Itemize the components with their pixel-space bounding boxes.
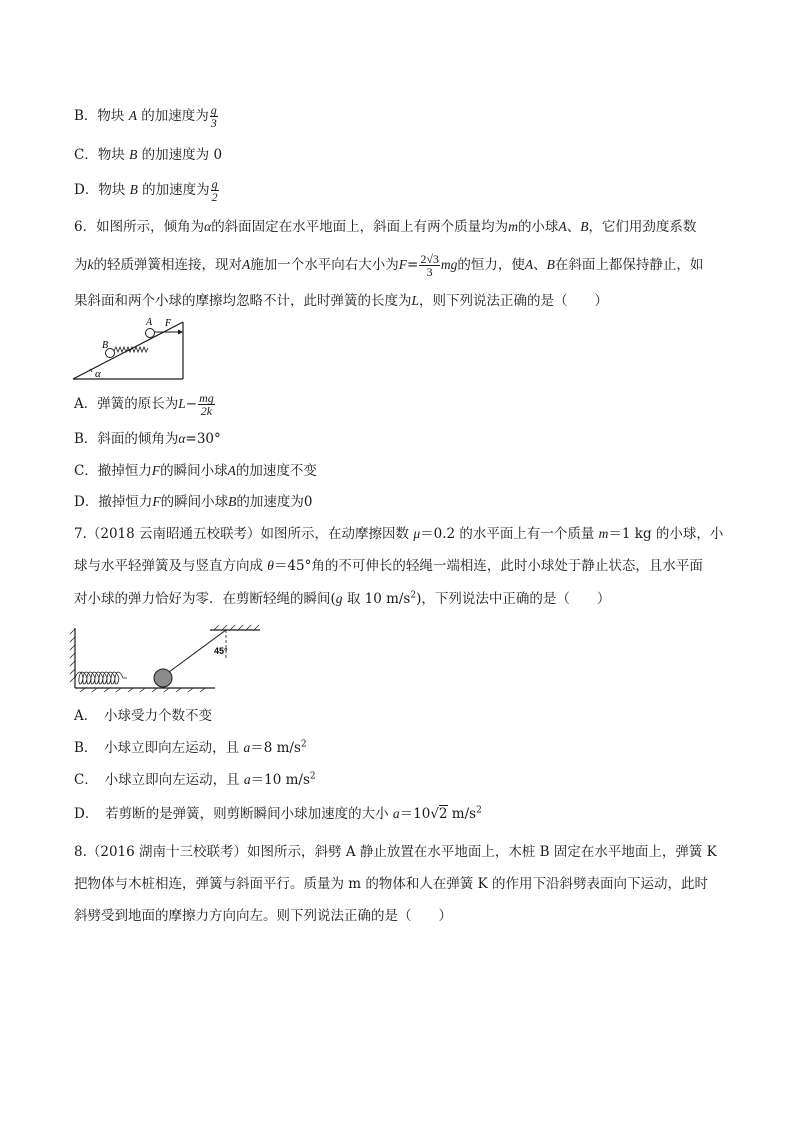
q6-spring (114, 347, 148, 352)
q7-spring-rope-figure (70, 620, 265, 692)
q5-c-pre: C．物块 (74, 147, 130, 163)
q7-b-rest: ＝8 m/s (250, 740, 301, 756)
q6-d-rest: 的加速度为0 (236, 494, 313, 510)
q8-stem-line3: 斜劈受到地面的摩擦力方向向左。则下列说法正确的是（ ） (74, 908, 452, 924)
q6-arrow-head (178, 330, 183, 335)
q6-c-v1: F (151, 463, 161, 478)
q7-stem-line3 (74, 589, 610, 609)
q6-l1-v2: m (508, 219, 518, 234)
q7-b-pre: B． 小球立即向左运动，且 (74, 740, 244, 756)
q6-l2-v5: mg (440, 257, 458, 272)
q7-d-sup: 2 (476, 805, 482, 816)
q6-a-num: mg (199, 391, 214, 405)
q7-l1-t1: 7.（2018 云南昭通五校联考）如图所示，在动摩擦因数 (74, 526, 414, 542)
q6-l2-t7: 在斜面上都保持静止，如 (554, 257, 704, 273)
q6-l2-t6: 、 (533, 257, 547, 273)
q5-c-rest: 的加速度为 0 (137, 147, 223, 163)
q5-b-num: g (210, 103, 217, 117)
q7-l3-t2: 取 10 m/s (342, 591, 411, 607)
q7-c-var: a (243, 772, 251, 787)
q8-stem-line1: 8.（2016 湖南十三校联考）如图所示，斜劈 A 静止放置在水平地面上，木桩 B 固定在水平地面上，弹簧 K (74, 844, 717, 860)
q6-l1-t2: 的斜面固定在水平地面上，斜面上有两个质量均为 (211, 219, 509, 235)
q5-d-pre: D．物块 (74, 182, 130, 198)
q6-option-b (74, 429, 221, 449)
q5-b-mid: 的加速度为 (136, 108, 209, 124)
q7-c-pre: C． 小球立即向左运动，且 (74, 772, 244, 788)
q6-option-c (74, 461, 317, 481)
q5-c-var: B (129, 147, 138, 162)
q6-c-pre: C．撤掉恒力 (74, 463, 152, 479)
q7-d-unit: m/s (447, 806, 477, 822)
q6-stem-line3 (74, 291, 608, 311)
q7-l1-t2: ＝0.2 的水平面上有一个质量 (420, 526, 599, 542)
q5-d-den: 2 (211, 190, 218, 204)
q7-b-sup: 2 (300, 739, 307, 750)
q7-l1-v1: μ (413, 526, 421, 541)
q6-d-v2: B (228, 494, 237, 509)
q6-force-fraction (419, 253, 440, 278)
q7-option-c (74, 770, 316, 790)
q8-stem-line2: 把物体与木桩相连，弹簧与斜面平行。质量为 m 的物体和人在弹簧 K 的作用下沿斜劈表面向下运动，此时 (74, 876, 709, 892)
q6-l3-t1: 果斜面和两个小球的摩擦均忽略不计，此时弹簧的长度为 (74, 293, 412, 309)
q6-stem-line1 (74, 217, 696, 237)
q6-l3-v1: L (411, 293, 420, 308)
q6-b-var: α (178, 431, 186, 446)
q7-b-var: a (243, 740, 251, 755)
q7-stem-line2 (74, 556, 703, 576)
q6-a-fraction (198, 392, 215, 417)
q6-a-minus: − (185, 396, 198, 412)
q6-b-rest: =30° (185, 431, 221, 447)
q7-l3-t1: 对小球的弹力恰好为零．在剪断轻绳的瞬间( (74, 591, 336, 607)
q6-d-mid: 的瞬间小球 (160, 494, 229, 510)
q7-l1-v2: m (598, 526, 609, 541)
q7-d-pre: D． 若剪断的是弹簧，则剪断瞬间小球加速度的大小 (74, 806, 393, 822)
q7-stem-line1 (74, 524, 723, 544)
q6-c-rest: 的加速度不变 (235, 463, 317, 479)
q7-c-sup: 2 (309, 771, 316, 782)
q6-a-var: L (178, 396, 186, 411)
q7-l3-v1: g (335, 591, 343, 606)
q6-l2-t1: 为 (74, 257, 88, 273)
q7-l2-t1: 球与水平轻弹簧及与竖直方向成 (74, 558, 268, 574)
q7-wall-hatching (70, 629, 75, 682)
q7-d-sqrt: √2 (430, 806, 448, 822)
q7-option-d (74, 804, 482, 824)
q6-force-den: 3 (426, 265, 433, 279)
q7-l3-sup: 2 (410, 590, 417, 601)
q6-l2-v6: A (524, 257, 534, 272)
q6-l1-v3: A (558, 219, 567, 234)
q6-l2-v7: B (546, 257, 555, 272)
q5-b-den: 3 (210, 116, 217, 130)
q6-incline-figure (70, 312, 190, 384)
q5-d-mid: 的加速度为 (137, 182, 210, 198)
q6-l2-v1: k (87, 257, 94, 272)
q6-label-b: B (102, 340, 109, 351)
q6-l1-t4: 、 (566, 219, 581, 235)
q5-b-pre: B．物块 (74, 108, 129, 124)
q6-l2-t3: 施加一个水平向右大小为 (250, 257, 399, 273)
q6-a-pre: A．弹簧的原长为 (74, 396, 179, 412)
q6-d-pre: D．撤掉恒力 (74, 494, 153, 510)
q6-b-pre: B．斜面的倾角为 (74, 431, 179, 447)
q6-label-f: F (165, 318, 172, 329)
q6-l2-v2: A (242, 257, 251, 272)
q6-d-v1: F (152, 494, 161, 509)
q7-ceiling-hatching (214, 625, 259, 630)
q6-l3-t2: ，则下列说法正确的是（ ） (419, 293, 609, 309)
q6-l2-t2: 的轻质弹簧相连接，现对 (93, 257, 242, 273)
q6-l2-t4: = (407, 257, 419, 273)
q7-a-text: A． 小球受力个数不变 (74, 708, 212, 724)
q6-stem-line2 (74, 253, 703, 278)
q7-option-b (74, 738, 307, 758)
q6-l1-v1: α (204, 219, 212, 234)
q6-force-num: 2√3 (420, 252, 439, 266)
q7-l1-t3: ＝1 kg 的小球，小 (608, 526, 724, 542)
q6-l1-t5: ，它们用劲度系数 (588, 219, 697, 235)
q6-l1-v4: B (580, 219, 589, 234)
q5-option-b (74, 104, 219, 129)
q6-option-a (74, 392, 216, 417)
q7-d-var: a (392, 806, 400, 821)
q6-option-d (74, 492, 312, 512)
q7-l3-t3: )，下列说法中正确的是（ ） (416, 591, 611, 607)
q6-l1-t3: 的小球 (517, 219, 559, 235)
q5-b-var: A (128, 108, 137, 123)
q6-alpha-label: α (95, 368, 101, 380)
q6-incline-surface (73, 322, 183, 379)
q7-coil-spring (75, 672, 127, 684)
q5-option-c (74, 145, 222, 165)
q7-l2-t2: ＝45°角的不可伸长的轻绳一端相连，此时小球处于静止状态，且水平面 (273, 558, 703, 574)
q5-d-var: B (129, 182, 138, 197)
q6-c-mid: 的瞬间小球 (160, 463, 228, 479)
q7-option-a (74, 706, 212, 726)
q6-ball-a (146, 329, 155, 338)
q7-d-eq: ＝10 (399, 806, 431, 822)
q6-c-v2: A (227, 463, 236, 478)
q5-d-fraction (211, 178, 219, 203)
q6-a-den: 2k (200, 404, 213, 418)
q5-option-d (74, 178, 220, 203)
q6-label-a: A (146, 317, 153, 328)
q6-l2-v3: F (398, 257, 407, 272)
q5-b-fraction (210, 104, 218, 129)
q5-d-num: g (211, 177, 218, 191)
q7-c-rest: ＝10 m/s (250, 772, 310, 788)
q7-angle-label: 45° (214, 646, 228, 656)
q6-l1-t1: 6．如图所示，倾角为 (74, 219, 205, 235)
q6-l2-t5: 的恒力，使 (457, 257, 525, 273)
q7-l2-v1: θ (267, 558, 274, 573)
q7-d-radicand: 2 (438, 806, 448, 822)
